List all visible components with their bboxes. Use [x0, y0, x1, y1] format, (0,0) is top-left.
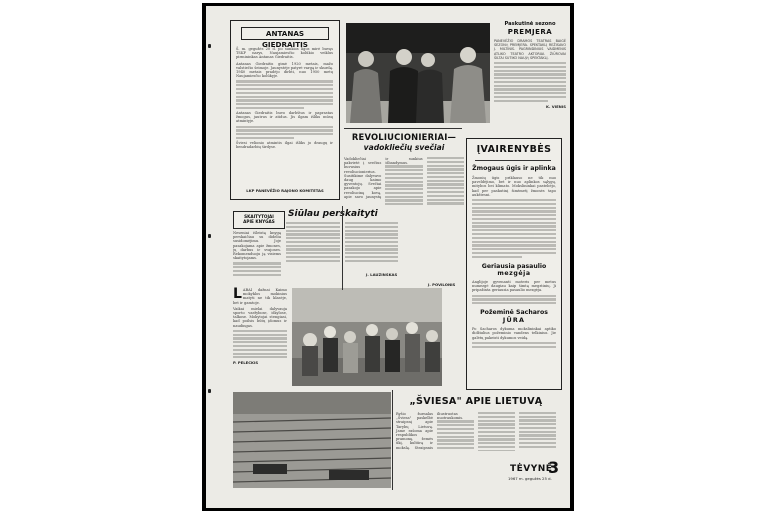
obituary-title: ANTANAS GIEDRAITIS — [241, 27, 329, 40]
variety-box — [466, 138, 562, 390]
page-number: 3 — [548, 458, 560, 477]
kids-article — [233, 288, 287, 386]
revolutionaries-paragraph: Vadokliečiai pakvietė į svečius buvusius revoliucionierius. Susitikime dalyvavo daug kaimo gyventojų. Svečiai pasakojo apie revoliucinę kovą, apie savo jaunystę ir sunkius išbandymus. — [344, 157, 423, 199]
revolutionaries-title-line2: vadokliečių svečiai — [363, 143, 445, 152]
lithuania-body: Ryšio žurnalas „Šviesa" paskelbė straipsnį apie Tarybų Lietuvą. Jame rašoma apie respublikos pramonę, žemės ūkį, kultūrą ir mokslą. Straipsnis iliustruotas nuotraukomis. — [396, 412, 464, 450]
premiere-title: PREMJERA — [507, 28, 553, 36]
field-photo — [233, 392, 391, 488]
premiere-signature: K. VIENIS — [546, 103, 566, 109]
variety-item2-title-line2: mezgėja — [497, 269, 531, 277]
variety-item3-title-line2: JŪRA — [502, 316, 526, 325]
variety-item1-title: Žmogaus ūgis ir aplinka — [472, 165, 556, 172]
kids-body: Vaikai mielai dalyvauja sporto varžybose, iškylose, talkose. Mokytojai stengiasi, kad poilsis būtų įdomus ir naudingas. — [233, 306, 287, 328]
readers-books-box — [233, 211, 285, 229]
variety-item1-body: Žmonių ūgis priklauso ne tik nuo paveldėjimo, bet ir nuo aplinkos sąlygų, mitybos bei klimato. Mokslininkai pastebėjo, kad per paskutinį šimtmetį žmonės tapo aukštesni. — [472, 176, 556, 197]
variety-title: ĮVAIRENYBĖS — [476, 144, 552, 155]
binder-hole — [208, 389, 211, 393]
children-photo — [292, 288, 442, 386]
books-text-col1 — [233, 231, 281, 285]
readers-books-line2: APIE KNYGAS — [243, 219, 275, 224]
variety-item3-title-line1: Požeminė Sacharos — [480, 309, 548, 317]
books-body: Neseniai išleistą knygą perskaičiau su dideliu susidomėjimu. Joje pasakojama apie žmones, jų darbus ir svajones. Rekomenduoju ją visiems skaitytojams. — [233, 231, 281, 261]
revolutionaries-signature: J. POVILONIS — [428, 282, 456, 287]
variety-item3-body: Po Sacharos dykuma mokslininkai aptiko didžiulius požeminio vandens telkinius. Jie galėtų pakeisti dykumos veidą. — [472, 327, 556, 340]
kids-lead: ABAI dažnai Kaimo mokyklos mokinius matyti ne tik klasėje, bet ir gamtoje. — [233, 288, 287, 305]
lithuania-title: „ŠVIESA" APIE LIETUVĄ — [409, 396, 543, 407]
variety-item1-text — [472, 176, 556, 258]
readers-books-line1: SKAITYTOJAI — [244, 214, 274, 219]
field-photo-image — [233, 392, 391, 488]
masthead: TĖVYNĖ — [510, 464, 553, 474]
kids-signature: P. PELECKIS — [233, 360, 259, 366]
kids-drop-cap: L — [233, 286, 242, 302]
books-signature: J. LAUZINSKAS — [366, 272, 398, 277]
variety-item3-text — [472, 327, 556, 348]
premiere-article — [494, 21, 566, 131]
obituary-paragraph: Šviesi velionio atmintis ilgai išliks jo draugų ir bendradarbių širdyse. — [236, 141, 333, 150]
obituary-text — [236, 47, 333, 152]
premiere-kicker: Paskutinė sezono — [504, 21, 556, 27]
variety-item2-title-line1: Geriausia pasaulio — [481, 262, 547, 270]
actors-photo — [346, 23, 490, 123]
variety-item2-text — [472, 280, 556, 304]
newspaper-page — [206, 6, 570, 508]
obituary-paragraph: Antanas Giedraitis gimė 1920 metais, mažo valstiečio šeimoje. Jaunystėje patyrė vargą ir skurdą. 1940 metais pradėjo dirbti, nuo 1950 metų Naujamiesčio kolūkyje. — [236, 61, 333, 79]
obituary-box — [230, 20, 340, 200]
books-title: Siūlau perskaityti — [288, 209, 378, 219]
binder-hole — [208, 44, 211, 48]
issue-date: 1967 m. gegužės 25 d. — [508, 476, 552, 481]
obituary-signature: LKP PANEVĖŽIO RAJONO KOMITETAS — [246, 188, 324, 193]
actors-photo-image — [346, 23, 490, 123]
children-photo-image — [292, 288, 442, 386]
binder-hole — [208, 234, 211, 238]
variety-item2-body: Anglijoje gyvenanti moteris per metus numezgė daugiau kaip šimtą megztinių. Ji pripažinta geriausia pasaulio mezgėja. — [472, 279, 556, 293]
premiere-text: PANEVĖŽIO DRAMOS TEATRAS BAIGĖ SEZONĄ PREMJERA. SPEKTAKLĮ REŽISAVO J. MILTINIS. PAGRINDINIUS VAIDMENIS ATLIKO TEATRO AKTORIAI. ŽIŪROVAI ŠILTAI SUTIKO NAUJĄ SPEKTAKLĮ. — [494, 39, 566, 60]
revolutionaries-title-line1: REVOLIUCIONIERIAI— — [351, 132, 457, 142]
obituary-paragraph: Š. m. gegužės 20 d. po sunkios ligos mirė buvęs TSKP narys, Naujamiesčio kolūkio veiklus pirmininkas Antanas Giedraitis. — [236, 47, 333, 60]
obituary-paragraph: Antanas Giedraitis buvo darbštus ir paprastas žmogus, jautrus ir atidus. Jis ilgam išliks mūsų atmintyje. — [236, 111, 333, 124]
